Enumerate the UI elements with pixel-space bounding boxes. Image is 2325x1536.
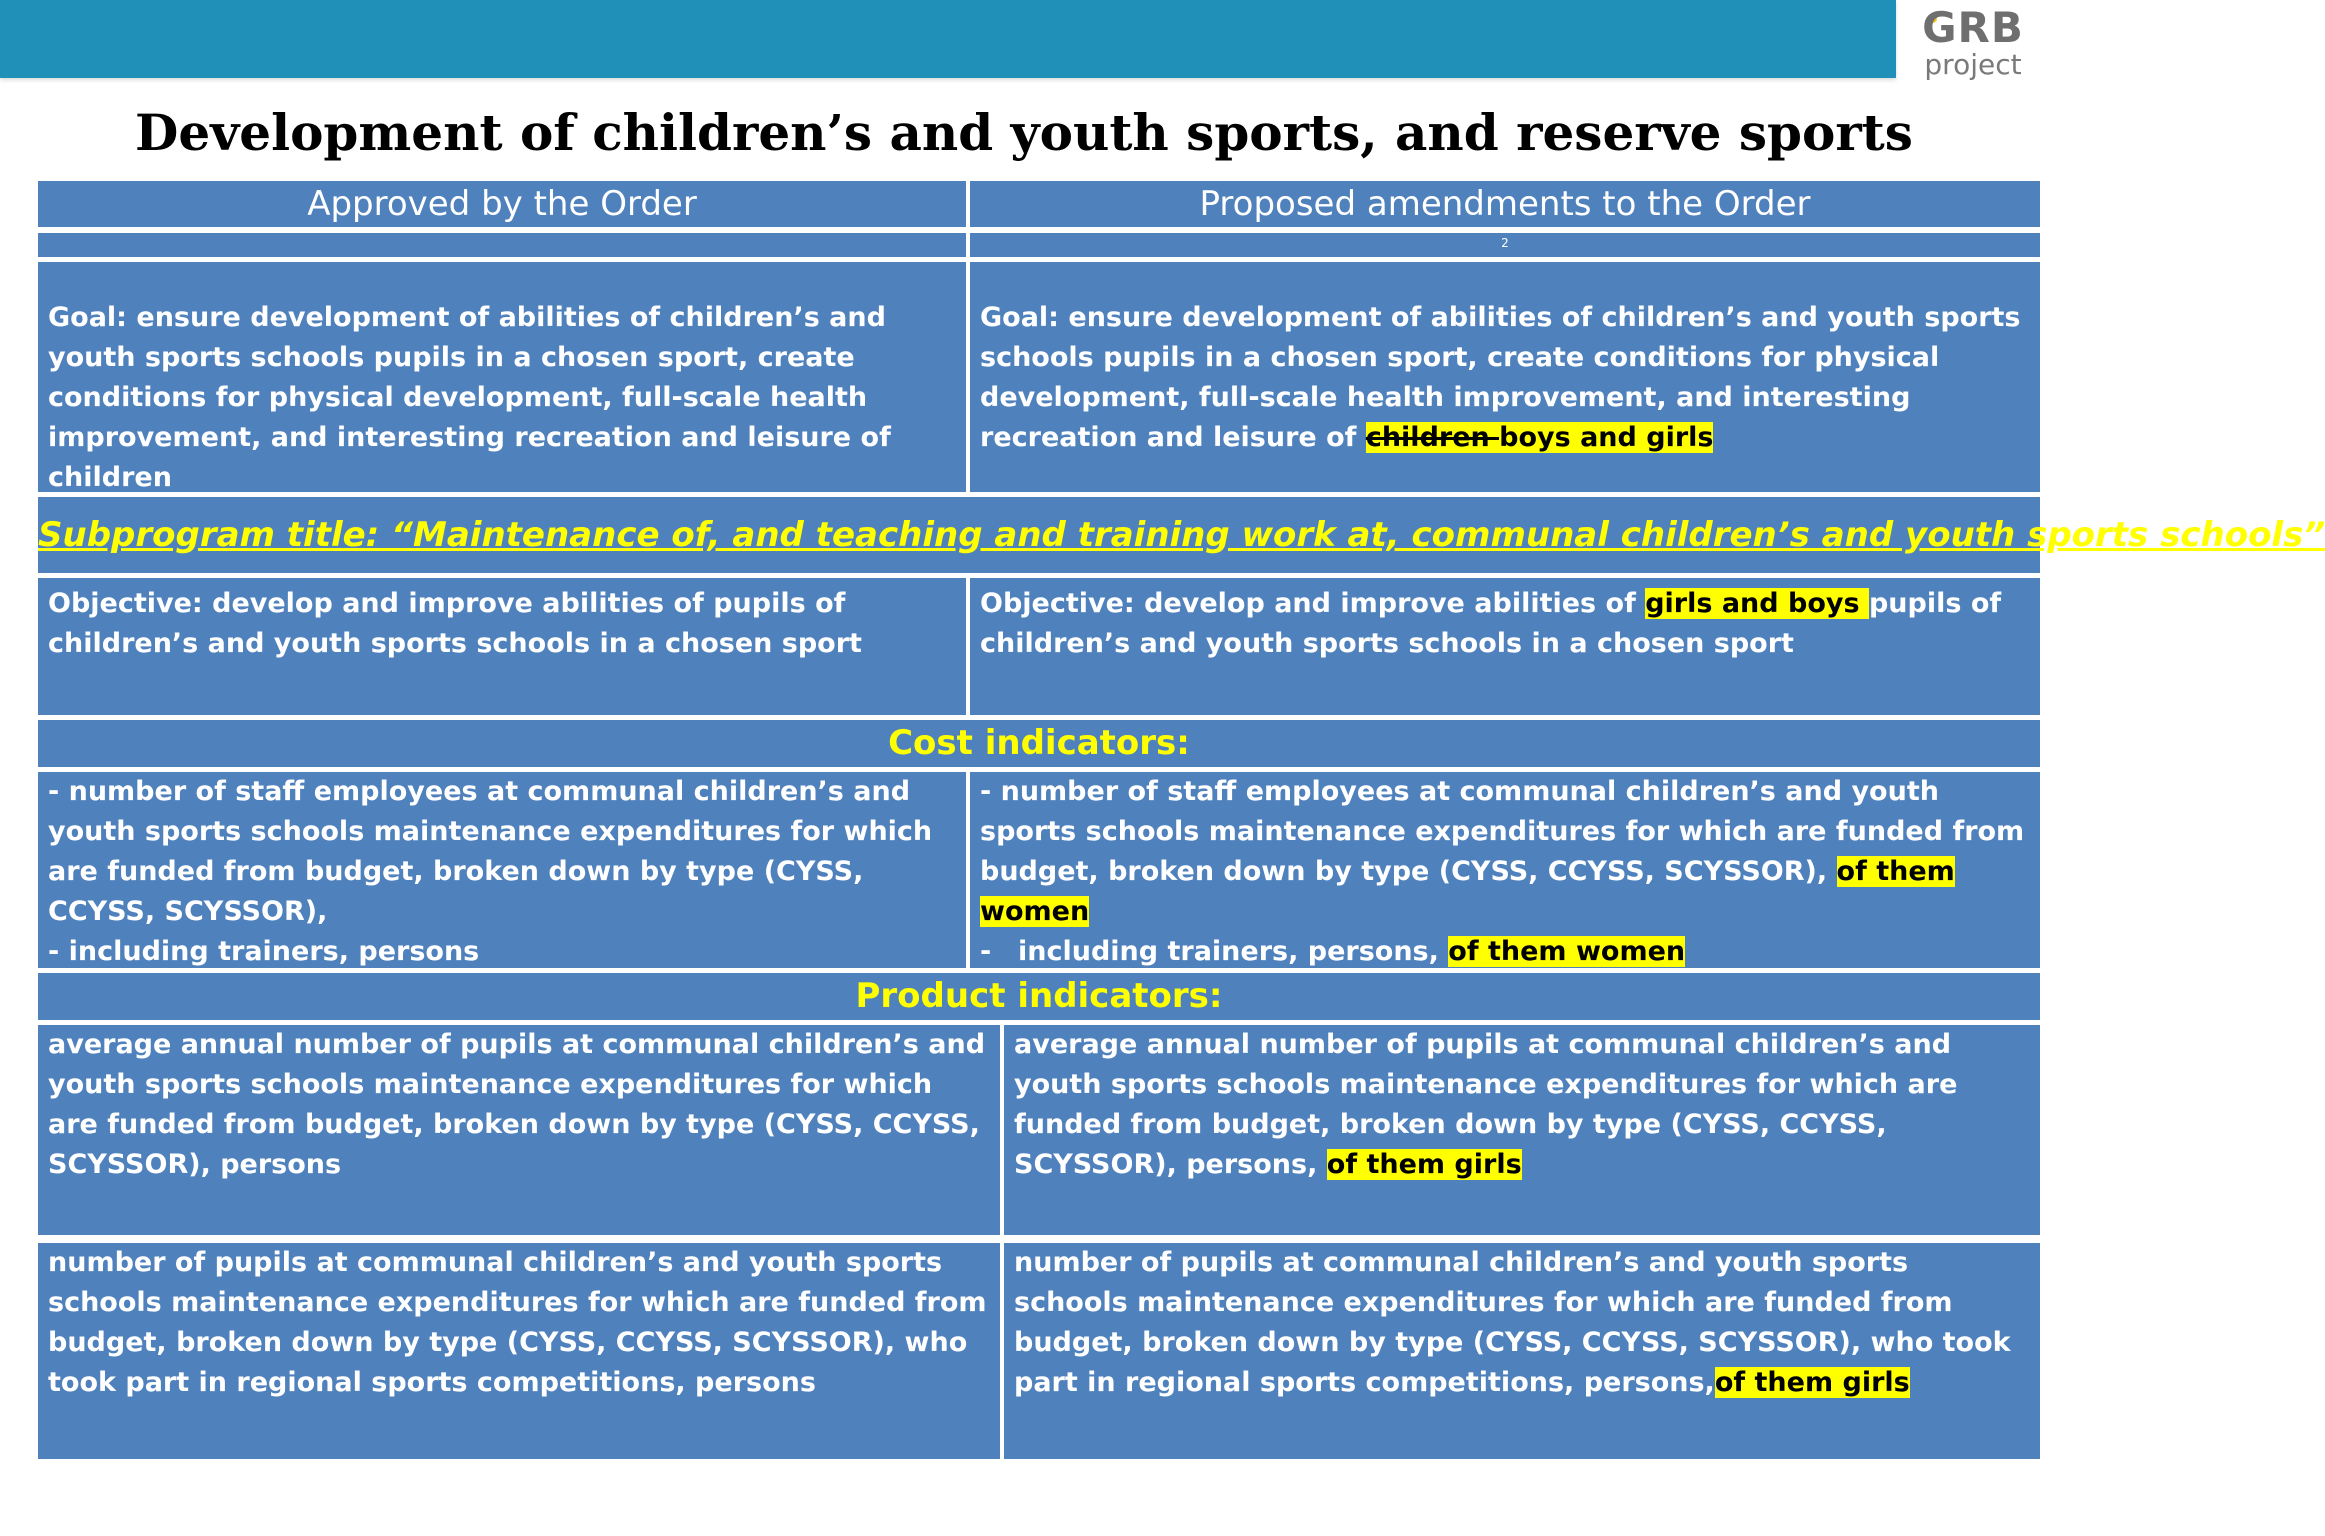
page-title: Development of children’s and youth sports, and reserve sports (135, 103, 1913, 162)
cost-proposed (970, 772, 2040, 968)
cost-women-highlight-2: of them women (1448, 936, 1686, 967)
goal-proposed (970, 262, 2040, 492)
product-girls-highlight-2: of them girls (1714, 1367, 1910, 1398)
header-approved: Approved by the Order (38, 181, 966, 227)
header-proposed: Proposed amendments to the Order (970, 181, 2040, 227)
product-girls-highlight-1: of them girls (1326, 1149, 1522, 1180)
product-row1-proposed-text: average annual number of pupils at communal children’s and youth sports schools maintenance expenditures for which are funded from budget, broken down by type (CYSS, CCYSS, SCYSSOR), persons, (1014, 1029, 1958, 1180)
cost-approved-line2: - including trainers, persons (48, 936, 480, 967)
cost-women-highlight-1: of them women (980, 856, 1955, 927)
grb-logo (1898, 0, 2048, 86)
logo-main-text: GRB (1922, 3, 2024, 52)
product-row2-proposed-text: number of pupils at communal children’s and youth sports schools maintenance expenditures for which are funded from budget, broken down by type (CYSS, CCYSS, SCYSSOR), who took part in regional sports competitions, persons, (1014, 1247, 2011, 1398)
cost-approved-line1: - number of staff employees at communal children’s and youth sports schools maintenance expenditures for which are funded from budget, broken down by type (CYSS, CCYSS, SCYSSOR), (48, 776, 933, 927)
objective-proposed (970, 578, 2040, 715)
goal-approved: Goal: ensure development of abilities of children’s and youth sports schools pupils in a chosen sport, create conditions for physical development, full-scale health improvement, and interesting recreation and leisure of children (38, 262, 966, 492)
objective-approved: Objective: develop and improve abilities of pupils of children’s and youth sports schools in a chosen sport (38, 578, 966, 715)
logo-sub-text: project (1924, 48, 2022, 81)
page-marker: 2 (970, 233, 2040, 257)
cost-proposed-line1-text: - number of staff employees at communal children’s and youth sports schools maintenance expenditures for which are funded from budget, broken down by type (CYSS, CCYSS, SCYSSOR), (980, 776, 2025, 887)
cost-proposed-line2-text: including trainers, persons, (1018, 936, 1449, 967)
product-indicators-title: Product indicators: (38, 973, 2040, 1020)
subprogram-title: Subprogram title: “Maintenance of, and teaching and training work at, communal children’s and youth sports schools” (38, 497, 2040, 573)
goal-proposed-text: Goal: ensure development of abilities of children’s and youth sports schools pupils in a chosen sport, create conditions for physical development, full-scale health improvement, and interesting recreation and leisure of (980, 302, 2021, 453)
header-bar (0, 0, 1896, 78)
goal-struck-text: children (1365, 422, 1500, 453)
cost-approved (38, 772, 966, 968)
cost-bullet: - (980, 936, 992, 967)
blank-row-left (38, 233, 966, 257)
product-row1-approved: average annual number of pupils at communal children’s and youth sports schools maintenance expenditures for which are funded from budget, broken down by type (CYSS, CCYSS, SCYSSOR), persons (38, 1025, 1000, 1235)
goal-highlight: boys and girls (1499, 422, 1714, 453)
product-row1-proposed (1004, 1025, 2040, 1235)
objective-highlight: girls and boys (1645, 588, 1869, 619)
objective-proposed-prefix: Objective: develop and improve abilities of (980, 588, 1646, 619)
cost-proposed-line2 (980, 932, 2030, 972)
objective-proposed-suffix: pupils of children’s and youth sports schools in a chosen sport (980, 588, 2002, 659)
cost-proposed-line1 (980, 772, 2030, 932)
cost-indicators-title: Cost indicators: (38, 720, 2040, 767)
product-row2-approved: number of pupils at communal children’s and youth sports schools maintenance expenditures for which are funded from budget, broken down by type (CYSS, CCYSS, SCYSSOR), who took part in regional sports competitions, persons (38, 1243, 1000, 1459)
product-row2-proposed (1004, 1243, 2040, 1459)
